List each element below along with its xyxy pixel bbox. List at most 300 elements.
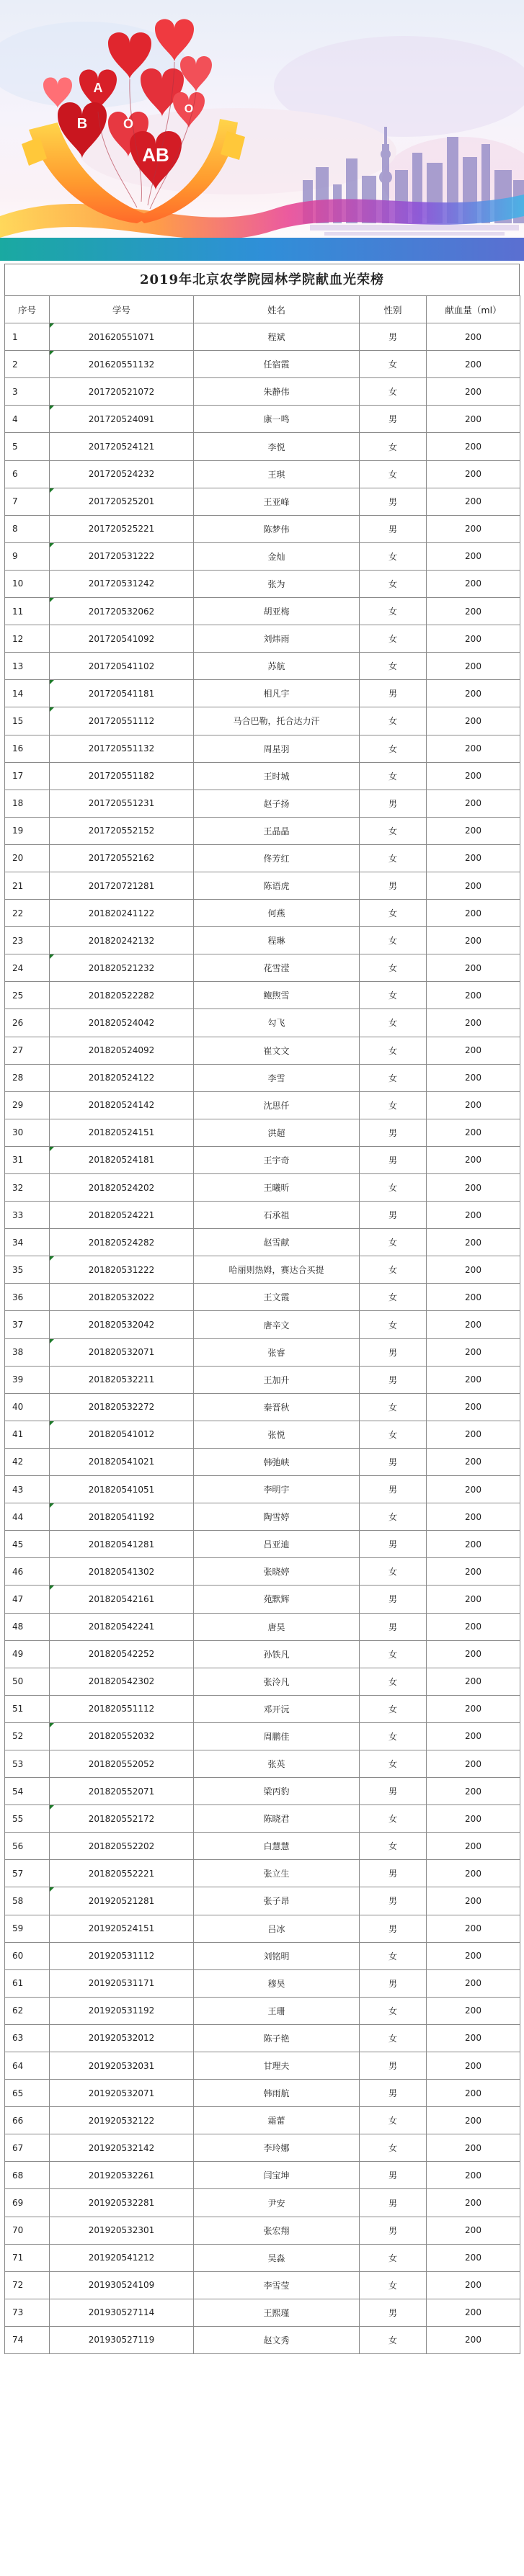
balloon-letter: O [123,117,134,131]
cell-volume: 200 [427,1942,520,1969]
cell-student-id: 201720521072 [50,378,194,406]
table-row [5,982,520,1009]
cell-student-id: 201720525221 [50,515,194,542]
cell-index: 67 [5,2134,50,2162]
cell-index: 53 [5,1750,50,1777]
cell-gender: 男 [360,1586,427,1613]
banner-illustration [0,0,524,261]
cell-index: 48 [5,1613,50,1640]
cell-student-id: 201820551112 [50,1695,194,1722]
cell-student-id: 201920532031 [50,2052,194,2080]
cell-student-id: 201620551132 [50,351,194,378]
cell-gender: 女 [360,653,427,680]
cell-student-id: 201930527114 [50,2299,194,2326]
cell-volume: 200 [427,2326,520,2353]
cell-volume: 200 [427,2271,520,2299]
cell-volume: 200 [427,433,520,460]
cell-volume: 200 [427,707,520,735]
cell-gender: 女 [360,1311,427,1338]
cell-name: 康一鸣 [194,406,360,433]
cell-volume: 200 [427,488,520,515]
table-row [5,927,520,954]
cell-index: 27 [5,1037,50,1064]
cell-gender: 男 [360,2189,427,2217]
cell-index: 33 [5,1202,50,1229]
cell-student-id: 201820541012 [50,1421,194,1448]
cell-student-id: 201820521232 [50,954,194,982]
cell-student-id: 201720541181 [50,680,194,707]
cell-index: 9 [5,542,50,570]
cell-index: 5 [5,433,50,460]
cell-volume: 200 [427,1091,520,1119]
cell-index: 13 [5,653,50,680]
column-header-index: 序号 [5,296,50,323]
cell-student-id: 201620551071 [50,323,194,351]
table-row [5,488,520,515]
cell-student-id: 201720524232 [50,460,194,488]
table-row [5,790,520,817]
cell-student-id: 201820541051 [50,1476,194,1503]
table-row [5,707,520,735]
table-row [5,680,520,707]
table-row [5,1202,520,1229]
table-row [5,2217,520,2244]
table-row [5,378,520,406]
cell-student-id: 201820524181 [50,1146,194,1173]
cell-name: 张睿 [194,1338,360,1366]
cell-gender: 男 [360,2217,427,2244]
cell-name: 霜蕾 [194,2107,360,2134]
cell-student-id: 201820522282 [50,982,194,1009]
cell-volume: 200 [427,2189,520,2217]
cell-name: 张宏翔 [194,2217,360,2244]
table-row [5,406,520,433]
cell-index: 57 [5,1860,50,1887]
cell-student-id: 201820524221 [50,1202,194,1229]
cell-index: 7 [5,488,50,515]
cell-name: 赵雪献 [194,1229,360,1256]
cell-name: 王亚峰 [194,488,360,515]
cell-index: 2 [5,351,50,378]
cell-index: 65 [5,2080,50,2107]
table-row [5,1695,520,1722]
cell-student-id: 201820552071 [50,1778,194,1805]
cell-student-id: 201820242132 [50,927,194,954]
cell-volume: 200 [427,542,520,570]
cell-student-id: 201920541212 [50,2244,194,2271]
cell-student-id: 201820542302 [50,1668,194,1695]
cell-name: 唐辛文 [194,1311,360,1338]
table-row [5,1860,520,1887]
table-row [5,323,520,351]
cell-gender: 女 [360,1695,427,1722]
cell-name: 赵文秀 [194,2326,360,2353]
cell-volume: 200 [427,2217,520,2244]
cell-volume: 200 [427,954,520,982]
cell-volume: 200 [427,460,520,488]
cell-name: 胡亚梅 [194,598,360,625]
cell-volume: 200 [427,515,520,542]
cell-index: 24 [5,954,50,982]
cell-gender: 男 [360,1338,427,1366]
cell-index: 64 [5,2052,50,2080]
cell-volume: 200 [427,1887,520,1915]
table-row [5,2134,520,2162]
cell-name: 刘炜雨 [194,625,360,653]
cell-gender: 女 [360,598,427,625]
cell-gender: 男 [360,1531,427,1558]
donor-table [4,295,520,2354]
table-row [5,1915,520,1942]
cell-name: 沈思仟 [194,1091,360,1119]
cell-name: 李雪 [194,1064,360,1091]
table-row [5,2107,520,2134]
cell-gender: 男 [360,1778,427,1805]
cell-index: 60 [5,1942,50,1969]
cell-volume: 200 [427,735,520,762]
cell-name: 石承祖 [194,1202,360,1229]
table-row [5,1640,520,1668]
cell-index: 32 [5,1174,50,1202]
table-row [5,1833,520,1860]
cell-index: 58 [5,1887,50,1915]
cell-name: 王宇奇 [194,1146,360,1173]
cell-index: 73 [5,2299,50,2326]
cell-name: 勾飞 [194,1009,360,1037]
cell-volume: 200 [427,1202,520,1229]
cell-volume: 200 [427,790,520,817]
cell-index: 61 [5,1969,50,1997]
cell-index: 26 [5,1009,50,1037]
cell-volume: 200 [427,1366,520,1393]
cell-student-id: 201820541021 [50,1448,194,1475]
cell-volume: 200 [427,680,520,707]
cell-student-id: 201920532261 [50,2162,194,2189]
cell-name: 唐昊 [194,1613,360,1640]
cell-index: 36 [5,1284,50,1311]
cell-student-id: 201820532071 [50,1338,194,1366]
cell-index: 66 [5,2107,50,2134]
cell-index: 28 [5,1064,50,1091]
cell-student-id: 201820524092 [50,1037,194,1064]
cell-gender: 男 [360,2080,427,2107]
cell-name: 相凡宇 [194,680,360,707]
cell-name: 尹安 [194,2189,360,2217]
cell-volume: 200 [427,323,520,351]
table-row [5,1009,520,1037]
cell-volume: 200 [427,1421,520,1448]
table-row [5,570,520,597]
cell-gender: 女 [360,1284,427,1311]
cell-index: 54 [5,1778,50,1805]
cell-volume: 200 [427,1640,520,1668]
cell-index: 51 [5,1695,50,1722]
cell-gender: 女 [360,2326,427,2353]
cell-index: 18 [5,790,50,817]
table-row [5,1613,520,1640]
cell-index: 56 [5,1833,50,1860]
cell-student-id: 201920532281 [50,2189,194,2217]
cell-student-id: 201920531171 [50,1969,194,1997]
cell-gender: 女 [360,570,427,597]
cell-name: 佟芳红 [194,844,360,872]
cell-student-id: 201820532272 [50,1393,194,1421]
cell-index: 21 [5,872,50,899]
cell-name: 马合巴勒，托合达力汗 [194,707,360,735]
cell-gender: 女 [360,844,427,872]
cell-volume: 200 [427,844,520,872]
cell-index: 23 [5,927,50,954]
cell-gender: 男 [360,488,427,515]
cell-gender: 女 [360,1942,427,1969]
cell-gender: 女 [360,900,427,927]
cell-gender: 男 [360,406,427,433]
cell-name: 张立生 [194,1860,360,1887]
honor-roll [4,264,520,2354]
cell-student-id: 201720552162 [50,844,194,872]
cell-volume: 200 [427,406,520,433]
cell-student-id: 201920521281 [50,1887,194,1915]
cell-volume: 200 [427,1969,520,1997]
cell-gender: 男 [360,1887,427,1915]
cell-name: 张子昂 [194,1887,360,1915]
cell-gender: 女 [360,982,427,1009]
table-row [5,1037,520,1064]
cell-name: 张晓婷 [194,1558,360,1586]
cell-volume: 200 [427,1695,520,1722]
cell-student-id: 201930524109 [50,2271,194,2299]
table-row [5,1778,520,1805]
cell-volume: 200 [427,1668,520,1695]
cell-name: 张泠凡 [194,1668,360,1695]
cell-gender: 女 [360,1009,427,1037]
cell-name: 甘理夫 [194,2052,360,2080]
cell-name: 王加升 [194,1366,360,1393]
cell-volume: 200 [427,1037,520,1064]
cell-volume: 200 [427,2299,520,2326]
cell-index: 49 [5,1640,50,1668]
cell-volume: 200 [427,1256,520,1284]
cell-name: 吕冰 [194,1915,360,1942]
cell-gender: 女 [360,1064,427,1091]
cell-name: 陶雪婷 [194,1503,360,1531]
cell-name: 王珊 [194,1997,360,2024]
cell-name: 韩雨航 [194,2080,360,2107]
cell-gender: 男 [360,790,427,817]
cell-index: 50 [5,1668,50,1695]
cell-volume: 200 [427,2134,520,2162]
cell-student-id: 201820524142 [50,1091,194,1119]
cell-student-id: 201820542252 [50,1640,194,1668]
cell-student-id: 201820552172 [50,1805,194,1833]
table-row [5,1448,520,1475]
cell-name: 吕亚迪 [194,1531,360,1558]
cell-gender: 女 [360,1640,427,1668]
cell-volume: 200 [427,1064,520,1091]
cell-gender: 女 [360,707,427,735]
cell-index: 14 [5,680,50,707]
cell-index: 44 [5,1503,50,1531]
cell-index: 41 [5,1421,50,1448]
balloon-letter: B [76,116,88,132]
table-row [5,1174,520,1202]
cell-gender: 女 [360,1256,427,1284]
cell-gender: 女 [360,1393,427,1421]
table-header-row [5,296,520,323]
table-row [5,735,520,762]
cell-volume: 200 [427,1229,520,1256]
cell-volume: 200 [427,625,520,653]
cell-index: 40 [5,1393,50,1421]
cell-volume: 200 [427,1997,520,2024]
table-row [5,1531,520,1558]
cell-gender: 女 [360,927,427,954]
cell-student-id: 201920531192 [50,1997,194,2024]
cell-gender: 女 [360,378,427,406]
cell-student-id: 201820541302 [50,1558,194,1586]
cell-gender: 男 [360,1202,427,1229]
cell-name: 王时城 [194,762,360,790]
cell-name: 苏航 [194,653,360,680]
cell-student-id: 201920524151 [50,1915,194,1942]
table-row [5,1256,520,1284]
cell-index: 19 [5,817,50,844]
table-row [5,1421,520,1448]
cell-index: 45 [5,1531,50,1558]
cell-student-id: 201720524091 [50,406,194,433]
table-row [5,1366,520,1393]
cell-name: 陈语虎 [194,872,360,899]
table-row [5,653,520,680]
cell-name: 王文霞 [194,1284,360,1311]
cell-volume: 200 [427,351,520,378]
cell-volume: 200 [427,1805,520,1833]
cell-index: 34 [5,1229,50,1256]
color-bar [0,238,524,261]
cell-index: 63 [5,2024,50,2052]
cell-name: 朱静伟 [194,378,360,406]
cell-volume: 200 [427,1613,520,1640]
cell-gender: 男 [360,1969,427,1997]
cell-gender: 女 [360,954,427,982]
cell-student-id: 201720531242 [50,570,194,597]
table-row [5,1942,520,1969]
cell-index: 62 [5,1997,50,2024]
table-body [5,323,520,2354]
table-row [5,1586,520,1613]
table-row [5,2271,520,2299]
cell-gender: 男 [360,323,427,351]
table-row [5,1146,520,1173]
cell-index: 37 [5,1311,50,1338]
cell-student-id: 201820532022 [50,1284,194,1311]
cell-gender: 女 [360,2271,427,2299]
cell-volume: 200 [427,2107,520,2134]
cell-gender: 女 [360,1503,427,1531]
cell-index: 46 [5,1558,50,1586]
cell-index: 68 [5,2162,50,2189]
cell-name: 邓开沅 [194,1695,360,1722]
cell-volume: 200 [427,1860,520,1887]
cell-student-id: 201720524121 [50,433,194,460]
table-row [5,1311,520,1338]
cell-name: 李雪莹 [194,2271,360,2299]
cell-name: 李悦 [194,433,360,460]
cell-student-id: 201720531222 [50,542,194,570]
cell-student-id: 201820552052 [50,1750,194,1777]
table-row [5,1229,520,1256]
cell-volume: 200 [427,570,520,597]
table-row [5,2024,520,2052]
cell-volume: 200 [427,1393,520,1421]
cell-gender: 女 [360,1421,427,1448]
cell-volume: 200 [427,872,520,899]
cell-index: 38 [5,1338,50,1366]
cell-gender: 女 [360,817,427,844]
cell-index: 30 [5,1119,50,1146]
cell-gender: 男 [360,1476,427,1503]
cell-name: 哈丽则热姆，赛达合买提 [194,1256,360,1284]
table-row [5,2326,520,2353]
cell-gender: 女 [360,625,427,653]
cell-student-id: 201720551231 [50,790,194,817]
cell-name: 程斌 [194,323,360,351]
cell-index: 29 [5,1091,50,1119]
cell-gender: 男 [360,1366,427,1393]
header-banner [0,0,524,261]
cell-volume: 200 [427,1833,520,1860]
cell-volume: 200 [427,1448,520,1475]
cell-index: 71 [5,2244,50,2271]
cell-index: 72 [5,2271,50,2299]
cell-name: 鲍煦雪 [194,982,360,1009]
cell-name: 陈梦伟 [194,515,360,542]
cell-volume: 200 [427,2162,520,2189]
cell-student-id: 201820542161 [50,1586,194,1613]
skyline-reflection [310,225,519,236]
cell-student-id: 201720532062 [50,598,194,625]
cell-gender: 女 [360,735,427,762]
table-row [5,542,520,570]
table-row [5,2244,520,2271]
cell-volume: 200 [427,1009,520,1037]
cell-name: 王熙瑾 [194,2299,360,2326]
cell-volume: 200 [427,1338,520,1366]
cell-student-id: 201820541192 [50,1503,194,1531]
cell-index: 8 [5,515,50,542]
column-header-name: 姓名 [194,296,360,323]
cell-student-id: 201720552152 [50,817,194,844]
cell-gender: 女 [360,1722,427,1750]
cell-gender: 男 [360,680,427,707]
table-row [5,351,520,378]
cell-volume: 200 [427,1174,520,1202]
cell-index: 15 [5,707,50,735]
table-row [5,433,520,460]
cell-gender: 女 [360,1229,427,1256]
column-header-volume: 献血量（ml） [427,296,520,323]
cell-student-id: 201920531112 [50,1942,194,1969]
cell-student-id: 201820524202 [50,1174,194,1202]
table-row [5,900,520,927]
cell-name: 崔文文 [194,1037,360,1064]
cell-gender: 女 [360,1668,427,1695]
table-row [5,2189,520,2217]
column-header-gender: 性别 [360,296,427,323]
table-row [5,1969,520,1997]
cell-volume: 200 [427,1558,520,1586]
cell-volume: 200 [427,1722,520,1750]
